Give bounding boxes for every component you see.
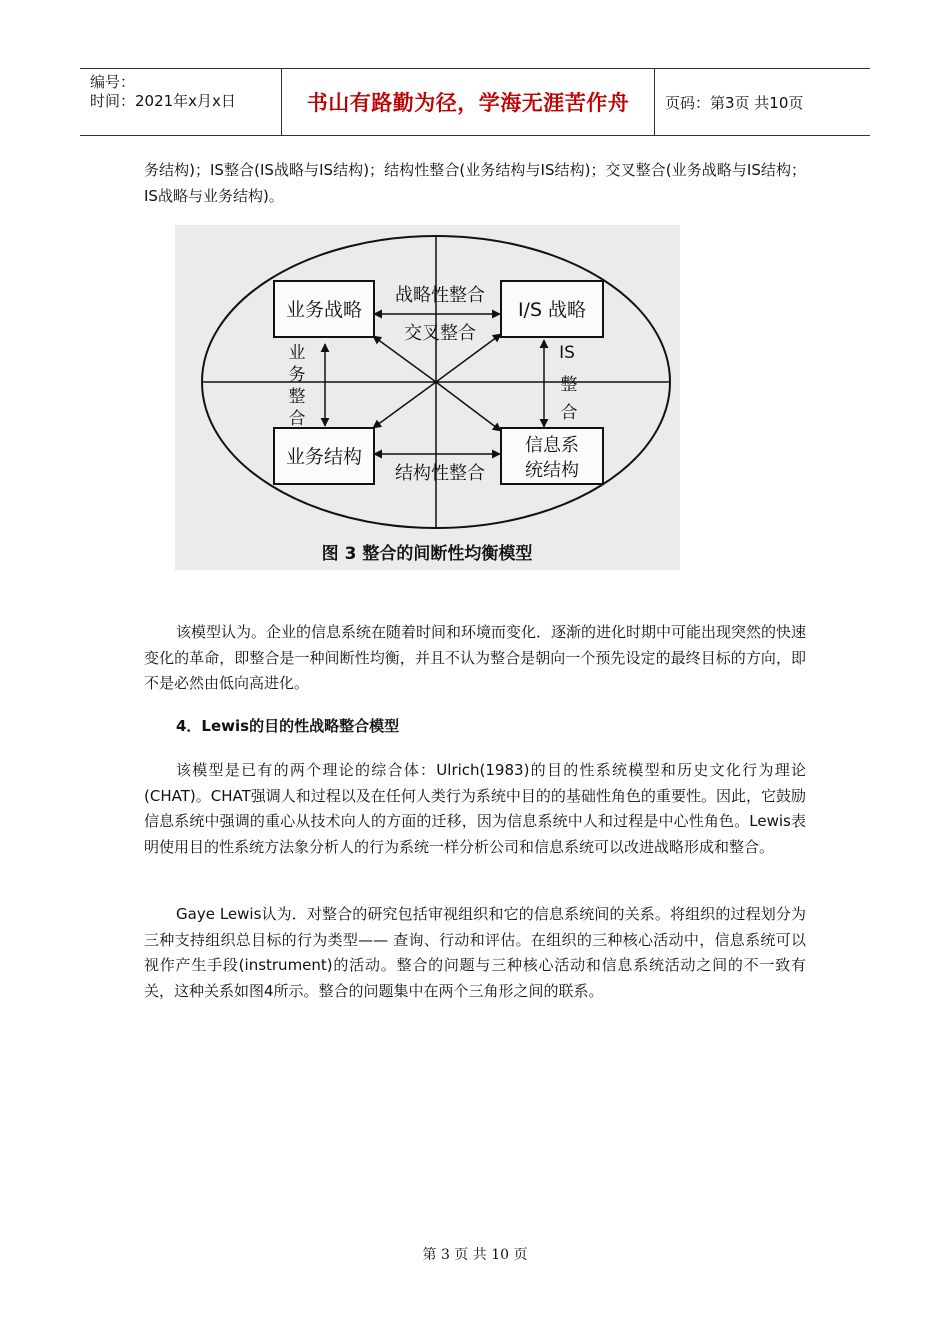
figure-caption: 图 3 整合的间断性均衡模型 [321,544,533,564]
business-structure-label: 业务结构 [285,446,363,468]
paragraph-2-block [144,758,806,860]
header-motto-cell [282,69,655,135]
cross-arrow-lower-right [436,382,501,431]
paragraph-1-block [144,620,806,697]
header-page-cell [655,69,870,135]
paragraph-3: Gaye Lewis认为．对整合的研究包括审视组织和它的信息系统间的关系。将组织的过程划分为三种支持组织总目标的行为类型—— 查询、行动和评估。在组织的三种核心活动中，信息系统可以视作产生手段(instrument)的活动。整合的问题与三种核心活动和信息系统活动之间的不一致有关，这种关系如图4所示。整合的问题集中在两个三角形之间的联系。 [144,905,806,1000]
date-label: 时间：2021年x月x日 [90,92,236,110]
motto: 书山有路勤为径，学海无涯苦作舟 [306,91,630,115]
business-integration-char-3: 整 [288,387,306,407]
business-integration-char-4: 合 [288,409,306,429]
cross-integration-label: 交叉整合 [404,323,476,344]
paragraph-1: 该模型认为。企业的信息系统在随着时间和环境而变化．逐渐的进化时期中可能出现突然的快速变化的革命，即整合是一种间断性均衡，并且不认为整合是朝向一个预先设定的最终目标的方向，即不是必然由低向高进化。 [144,623,807,692]
is-integration-char-2: 整 [560,375,578,395]
intro-text-block [144,158,806,209]
page-label: 页码：第3页 共10页 [665,93,804,112]
paragraph-2: 该模型是已有的两个理论的综合体：Ulrich(1983)的目的性系统模型和历史文化行为理论(CHAT)。CHAT强调人和过程以及在任何人类行为系统中目的的基础性角色的重要性。因此，它鼓励信息系统中强调的重心从技术向人的方面的迁移，因为信息系统中人和过程是中心性角色。Lewis表明使用目的性系统方法象分析人的行为系统一样分析公司和信息系统可以改进战略形成和整合。 [144,761,806,856]
header-meta [80,69,282,135]
structural-integration-label: 结构性整合 [395,463,485,484]
cross-arrow-lower-left [373,382,436,428]
is-integration-char-3: 合 [560,403,578,423]
paragraph-3-block [144,902,806,1004]
page-footer: 第 3 页 共 10 页 [422,1247,528,1263]
number-label: 编号： [90,73,136,91]
page-header [80,68,870,136]
strategic-integration-label: 战略性整合 [395,285,485,306]
is-integration-char-1: IS [559,343,575,363]
business-integration-char-2: 务 [288,365,306,385]
is-strategy-label: I/S 战略 [517,299,587,321]
info-system-label-line2: 统结构 [525,460,579,481]
business-strategy-label: 业务战略 [285,299,363,321]
figure-3 [175,225,680,570]
integration-model-diagram [175,225,680,570]
section-heading-4: 4．Lewis的目的性战略整合模型 [176,717,400,735]
business-integration-char-1: 业 [288,343,306,363]
info-system-label-line1: 信息系 [525,435,579,456]
heading-4-block [144,714,806,740]
intro-text: 务结构)；IS整合(IS战略与IS结构)；结构性整合(业务结构与IS结构)；交叉整合(业务战略与IS结构；IS战略与业务结构)。 [144,161,806,205]
